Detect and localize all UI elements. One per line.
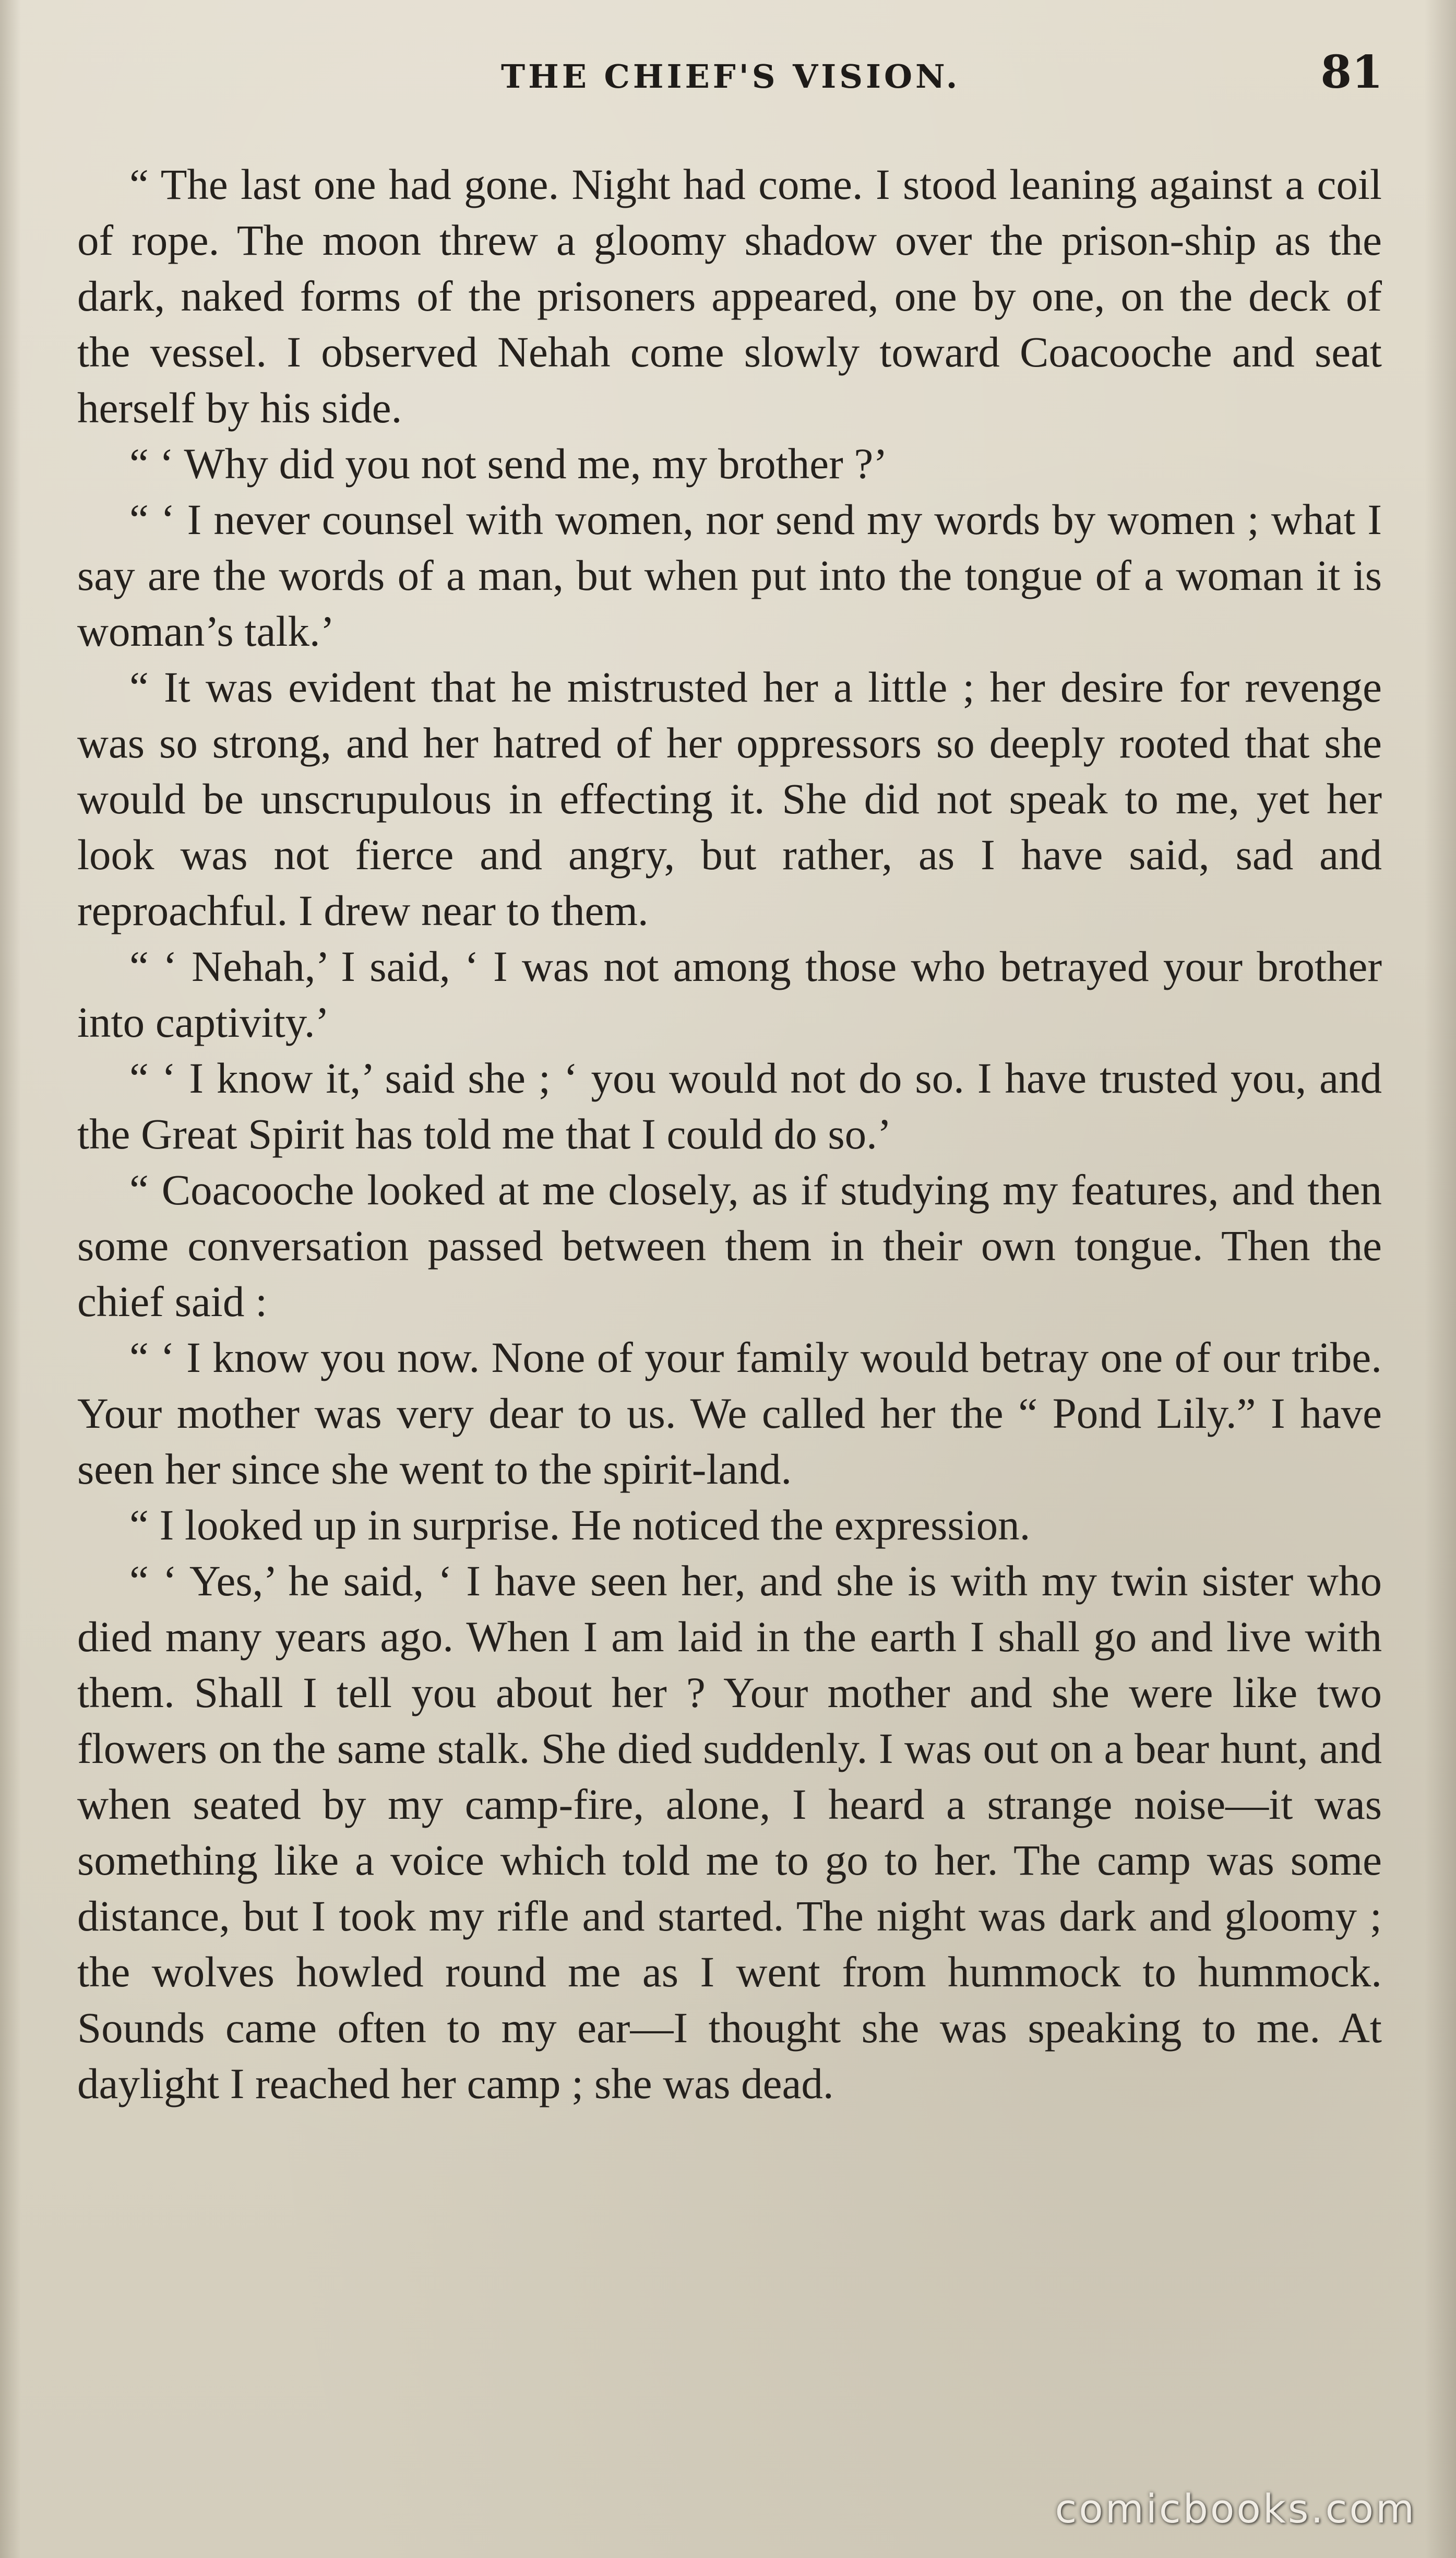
page-number: 81 xyxy=(1320,46,1383,99)
watermark: comicbooks.com xyxy=(1055,2485,1416,2532)
body-text xyxy=(77,157,1382,2112)
paragraph: “ ‘ I know you now. None of your family would betray one of our tribe. Your mother was very dear to us. We called her the “ Pond Lily.” I have seen her since she went to the spirit-land. xyxy=(77,1333,1382,1493)
paragraph: “ ‘ I know it,’ said she ; ‘ you would not do so. I have trusted you, and the Great Spirit has told me that I could do so.’ xyxy=(77,1054,1382,1158)
paragraph: “ ‘ Nehah,’ I said, ‘ I was not among those who betrayed your brother into captivity.’ xyxy=(77,942,1382,1046)
paragraph: “ I looked up in surprise. He noticed the expression. xyxy=(129,1501,1031,1549)
paragraph: “ The last one had gone. Night had come. I stood leaning against a coil of rope. The moon threw a gloomy shadow over the prison-ship as the dark, naked forms of the prisoners appeared, one by one, on the deck of the vessel. I observed Nehah come slowly toward Coacooche and seat herself by his side. xyxy=(77,160,1382,432)
paragraph: “ ‘ Why did you not send me, my brother ?’ xyxy=(129,440,888,488)
paragraph: “ Coacooche looked at me closely, as if studying my features, and then some conversation passed between them in their own tongue. Then the chief said : xyxy=(77,1166,1382,1325)
paragraph: “ ‘ Yes,’ he said, ‘ I have seen her, and she is with my twin sister who died many years ago. When I am laid in the earth I shall go and live with them. Shall I tell you about her ? Your mother and she were like two flowers on the same stalk. She died suddenly. I was out on a bear hunt, and when seated by my camp-fire, alone, I heard a strange noise—it was something like a voice which told me to go to her. The camp was some distance, but I took my rifle and started. The night was dark and gloomy ; the wolves howled round me as I went from hummock to hummock. Sounds came often to my ear—I thought she was speaking to me. At daylight I reached her camp ; she was dead. xyxy=(77,1557,1382,2107)
paragraph: “ It was evident that he mistrusted her a little ; her desire for revenge was so strong, and her hatred of her oppressors so deeply rooted that she would be unscrupulous in effecting it. She did not speak to me, yet her look was not fierce and angry, but rather, as I have said, sad and reproachful. I drew near to them. xyxy=(77,663,1382,934)
paragraph: “ ‘ I never counsel with women, nor send my words by women ; what I say are the words of a man, but when put into the tongue of a woman it is woman’s talk.’ xyxy=(77,495,1382,655)
running-title: THE CHIEF'S VISION. xyxy=(501,57,961,96)
